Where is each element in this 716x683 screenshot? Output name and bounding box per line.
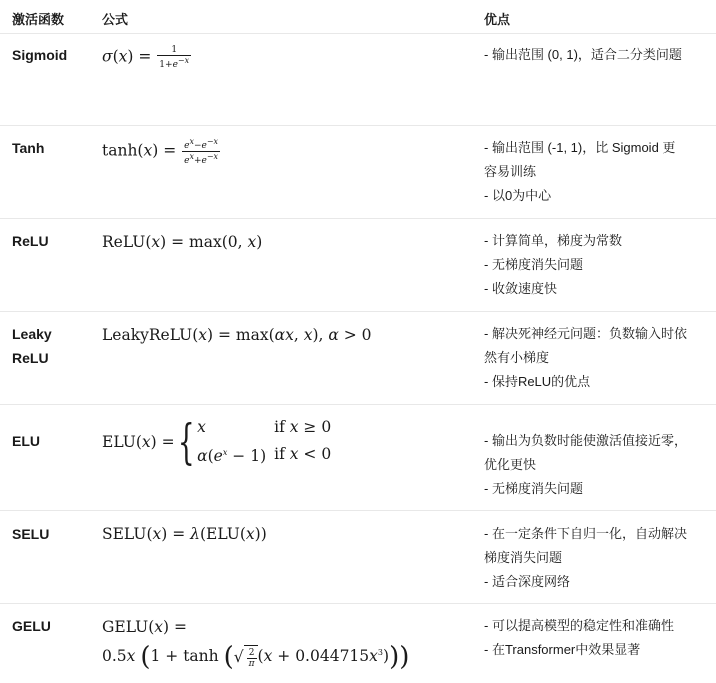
table-row bbox=[0, 34, 716, 126]
formula: GELU(x) = 0.5x (1 + tanh (√ $\frac{2}{\pi}$ $(x + 0.044715x^3)$)) bbox=[102, 618, 410, 673]
pros bbox=[484, 43, 710, 67]
table-row bbox=[0, 219, 716, 312]
formula: σ(x) = $\frac{1}{1+e^{-x}}$ bbox=[102, 45, 190, 70]
formula: SELU(x) = λ(ELU(x)) bbox=[102, 525, 267, 543]
function-name: Sigmoid bbox=[12, 47, 68, 63]
pros-item: 梯度消失问题 bbox=[484, 550, 563, 565]
table-row bbox=[0, 405, 716, 511]
pros-item: - 解决死神经元问题：负数输入时依 bbox=[484, 326, 687, 341]
header-name: 激活函数 bbox=[12, 12, 65, 27]
pros bbox=[484, 522, 710, 594]
pros-item: - 输出范围 (-1, 1)，比 Sigmoid 更 bbox=[484, 140, 676, 155]
formula: ELU(x) ={ x if x ≥ 0 $\alpha(e^x - 1)$ if x < 0 bbox=[102, 414, 332, 471]
pros-item: - 无梯度消失问题 bbox=[484, 257, 583, 272]
table-row bbox=[0, 511, 716, 604]
header-formula: 公式 bbox=[102, 12, 129, 27]
pros-item: - 输出为负数时能使激活值接近零， bbox=[484, 433, 687, 448]
pros-item: - 在Transformer中效果显著 bbox=[484, 642, 641, 657]
pros-item: - 保持ReLU的优点 bbox=[484, 374, 591, 389]
header-pros: 优点 bbox=[484, 12, 511, 27]
pros-item: - 输出范围 (0, 1)，适合二分类问题 bbox=[484, 47, 682, 62]
pros-item: - 无梯度消失问题 bbox=[484, 481, 583, 496]
table-row bbox=[0, 604, 716, 683]
pros-item: - 适合深度网络 bbox=[484, 574, 570, 589]
pros-item: - 以0为中心 bbox=[484, 188, 552, 203]
pros-item: - 收敛速度快 bbox=[484, 281, 557, 296]
pros-item: 然有小梯度 bbox=[484, 350, 550, 365]
pros bbox=[484, 136, 710, 208]
pros bbox=[484, 429, 710, 501]
function-name: SELU bbox=[12, 526, 50, 542]
function-name: ELU bbox=[12, 433, 40, 449]
table-row bbox=[0, 126, 716, 219]
table-header-row bbox=[0, 0, 716, 34]
pros bbox=[484, 322, 710, 394]
pros-item: 优化更快 bbox=[484, 457, 537, 472]
pros bbox=[484, 614, 710, 662]
formula: LeakyReLU(x) = max(αx, x), α > 0 bbox=[102, 326, 372, 344]
function-name: GELU bbox=[12, 618, 51, 634]
formula: tanh(x) = $\frac{e^x-e^{-x}}{e^x+e^{-x}}$ bbox=[102, 137, 219, 166]
function-name-line: ReLU bbox=[12, 350, 49, 366]
function-name bbox=[12, 322, 92, 370]
pros-item: - 在一定条件下自归一化，自动解决 bbox=[484, 526, 687, 541]
pros-item: - 计算简单，梯度为常数 bbox=[484, 233, 622, 248]
formula: ReLU(x) = max(0, x) bbox=[102, 233, 263, 251]
pros-item: 容易训练 bbox=[484, 164, 537, 179]
pros bbox=[484, 229, 710, 301]
function-name-line: Leaky bbox=[12, 326, 52, 342]
function-name: ReLU bbox=[12, 233, 49, 249]
function-name: Tanh bbox=[12, 140, 45, 156]
table-row bbox=[0, 312, 716, 405]
pros-item: - 可以提高模型的稳定性和准确性 bbox=[484, 618, 674, 633]
